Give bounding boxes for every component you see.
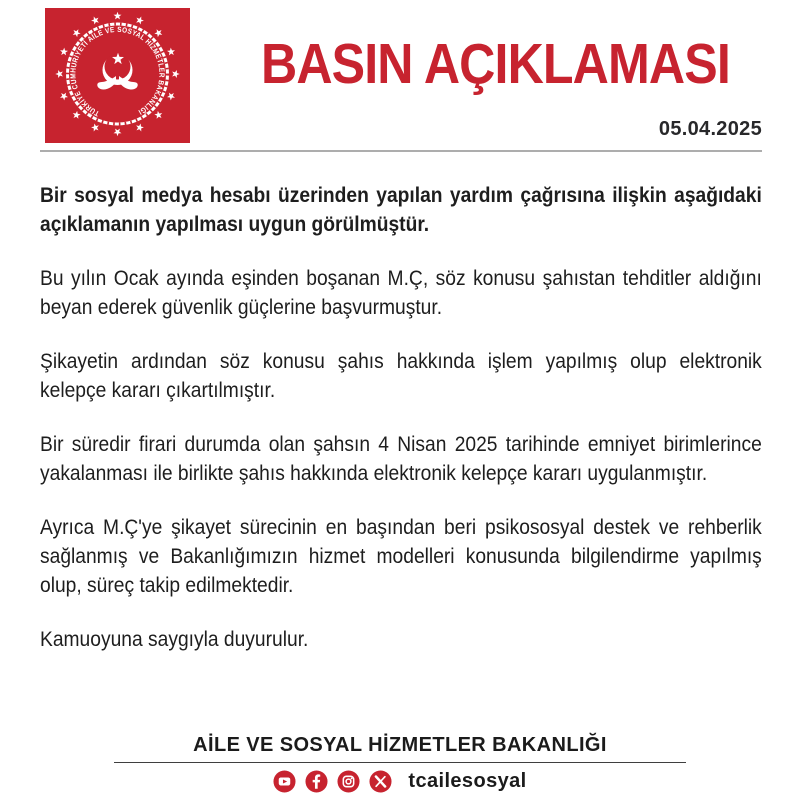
header-divider [40, 150, 762, 152]
social-handle[interactable]: tcailesosyal [408, 770, 527, 792]
social-row [0, 770, 800, 793]
footer-divider [114, 762, 686, 763]
page-title: BASIN AÇIKLAMASI [260, 32, 730, 96]
title-area [190, 8, 800, 120]
paragraph-intro: Bir sosyal medya hesabı üzerinden yapılan yardım çağrısına ilişkin aşağıdaki açıklamanın yapılması uygun görülmüştür. [40, 184, 762, 236]
ministry-name: AİLE VE SOSYAL HİZMETLER BAKANLIĞI [193, 734, 607, 756]
paragraph-4: Ayrıca M.Ç'ye şikayet sürecinin en başından beri psikososyal destek ve rehberlik sağlanmış ve Bakanlığımızın hizmet modelleri konusunda bilgilendirme yapılmış olup, süreç takip edilmektedir. [40, 516, 762, 597]
ministry-seal-icon [45, 8, 190, 143]
paragraph-1: Bu yılın Ocak ayında eşinden boşanan M.Ç, söz konusu şahıstan tehditler aldığını beyan ederek güvenlik güçlerine başvurmuştur. [40, 267, 762, 319]
header [0, 0, 800, 152]
seal-text: TÜRKİYE CUMHURİYETİ AİLE VE SOSYAL HİZMETLER BAKANLIĞI [68, 24, 167, 119]
footer [0, 734, 800, 793]
body-text [40, 181, 762, 679]
ministry-logo [45, 8, 190, 143]
x-icon[interactable] [369, 770, 392, 793]
date: 05.04.2025 [658, 118, 762, 140]
paragraph-2: Şikayetin ardından söz konusu şahıs hakkında işlem yapılmış olup elektronik kelepçe kararı çıkartılmıştır. [40, 350, 762, 402]
facebook-icon[interactable] [305, 770, 328, 793]
crescent-star-hands-icon [97, 53, 137, 90]
paragraph-3: Bir süredir firari durumda olan şahsın 4 Nisan 2025 tarihinde emniyet birimlerince yakalanması ile birlikte şahıs hakkında elektronik kelepçe kararı uygulanmıştır. [40, 433, 762, 485]
instagram-icon[interactable] [337, 770, 360, 793]
paragraph-closing: Kamuoyuna saygıyla duyurulur. [40, 628, 309, 651]
youtube-icon[interactable] [273, 770, 296, 793]
